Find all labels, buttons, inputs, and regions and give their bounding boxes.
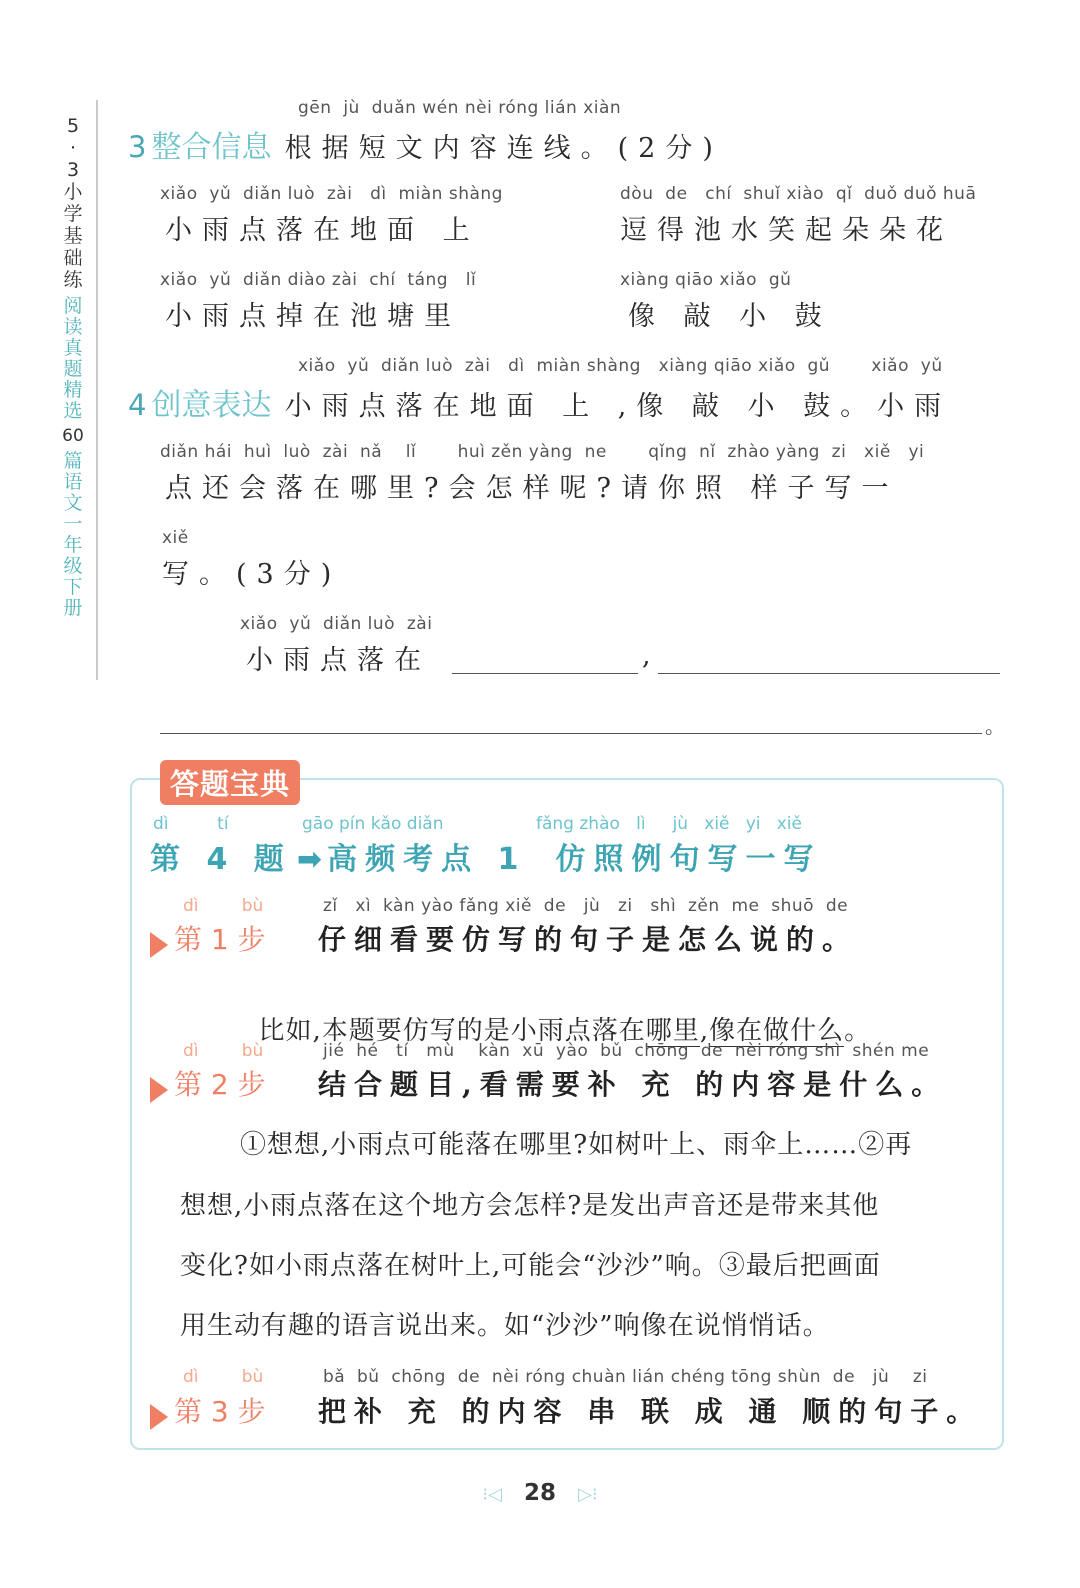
step-1-text: 仔细看要仿写的句子是怎么说的。: [318, 923, 859, 956]
answer-blank-1[interactable]: [452, 673, 638, 674]
q3-title: 整合信息: [151, 130, 272, 165]
q4-line-1: 小雨点落在地面 上 ,像 敲 小 鼓。小雨: [284, 391, 952, 422]
triangle-icon: [150, 1077, 168, 1103]
q3-item-pinyin: xiǎo yǔ diǎn diào zài chí táng lǐ: [160, 270, 477, 290]
q4-line-2: 点还会落在哪里?会怎样呢?请你照 样子写一: [165, 473, 899, 504]
q4-title: 创意表达: [151, 388, 272, 423]
guide-head-pinyin: dì tí: [153, 814, 229, 834]
example-line: 比如,本题要仿写的是小雨点落在哪里,像在做什么。: [258, 1016, 872, 1046]
guide-head-pinyin: gāo pín kǎo diǎn: [302, 814, 444, 834]
key-point: 高频考点 1: [327, 842, 527, 877]
triangle-icon: [150, 932, 168, 958]
q4-pinyin: diǎn hái huì luò zài nǎ lǐ huì zěn yàng ne qǐng nǐ zhào yàng zi xiě yi: [160, 442, 925, 462]
q4-pinyin: xiě: [162, 528, 189, 548]
q3-item-pinyin: dòu de chí shuǐ xiào qǐ duǒ duǒ huā: [620, 184, 977, 204]
answer-blank-3[interactable]: [160, 733, 982, 734]
q3-right-item[interactable]: 逗得池水笑起朵朵花: [620, 215, 953, 246]
step-2: 第 2 步: [150, 1063, 266, 1103]
guide-head-pinyin: fǎng zhào lì jù xiě yi xiě: [536, 814, 802, 834]
q3-header: [128, 122, 723, 166]
step-1: 第 1 步: [150, 918, 266, 958]
answer-guide-box: [130, 778, 1004, 1450]
question-ref: 第 4 题: [150, 842, 292, 877]
q3-pinyin: gēn jù duǎn wén nèi róng lián xiàn: [298, 98, 622, 118]
q4-pinyin: xiǎo yǔ diǎn luò zài dì miàn shàng xiàng qiāo xiǎo gǔ xiǎo yǔ: [298, 356, 943, 376]
step-pinyin: dì bù: [183, 896, 264, 916]
page-number: ⁝◁ 28 ▷⁝: [482, 1480, 598, 1506]
para-line: 用生动有趣的语言说出来。如“沙沙”响像在说悄悄话。: [180, 1311, 830, 1341]
step-pinyin: zǐ xì kàn yào fǎng xiě de jù zi shì zěn me shuō de: [323, 896, 849, 916]
q3-right-item[interactable]: 像 敲 小 鼓: [628, 301, 832, 332]
step-3-text: 把补 充 的内容 串 联 成 通 顺的句子。: [318, 1395, 983, 1428]
step-3: 第 3 步: [150, 1390, 266, 1430]
step-pinyin: jié hé tí mù kàn xū yào bǔ chōng de nèi róng shì shén me: [323, 1041, 930, 1061]
q3-instruction: 根据短文内容连线。(2分): [284, 133, 723, 164]
fill-pinyin: xiǎo yǔ diǎn luò zài: [240, 614, 433, 634]
para-line: 想想,小雨点落在这个地方会怎样?是发出声音还是带来其他: [180, 1191, 880, 1221]
end-period: 。: [985, 714, 1005, 738]
key-point-title: 仿照例句写一写: [555, 842, 822, 877]
triangle-icon: [150, 1404, 168, 1430]
q3-left-item[interactable]: 小雨点掉在池塘里: [165, 301, 461, 332]
right-ornament-icon: ▷⁝: [578, 1484, 598, 1505]
q3-left-item[interactable]: 小雨点落在地面 上: [165, 215, 480, 246]
answer-blank-2[interactable]: [658, 673, 1000, 674]
guide-heading: [150, 834, 822, 878]
step-pinyin: dì bù: [183, 1041, 264, 1061]
q4-header: [128, 380, 951, 424]
fill-prompt: 小雨点落在: [246, 645, 431, 676]
para-line: ①想想,小雨点可能落在哪里?如树叶上、雨伞上……②再: [240, 1130, 913, 1160]
step-pinyin: bǎ bǔ chōng de nèi róng chuàn lián chéng tōng shùn de jù zi: [323, 1367, 928, 1387]
arrow-icon: ➡: [296, 842, 322, 877]
left-ornament-icon: ⁝◁: [482, 1484, 502, 1505]
step-2-text: 结合题目,看需要补 充 的内容是什么。: [318, 1068, 948, 1101]
q3-number: 3: [128, 130, 147, 164]
para-line: 变化?如小雨点落在树叶上,可能会“沙沙”响。③最后把画面: [180, 1251, 881, 1281]
step-pinyin: dì bù: [183, 1367, 264, 1387]
q3-item-pinyin: xiàng qiāo xiǎo gǔ: [620, 270, 792, 290]
q4-number: 4: [128, 388, 147, 422]
q4-line-3: 写。(3分): [162, 559, 342, 590]
q3-item-pinyin: xiǎo yǔ diǎn luò zài dì miàn shàng: [160, 184, 503, 204]
side-divider: [96, 100, 98, 680]
book-label: 阅 读 真 题 精 选 60 篇 语 文 一 年 级 下 册: [62, 295, 84, 619]
series-label: 5 · 3 小 学 基 础 练: [63, 115, 83, 291]
comma: ,: [642, 640, 661, 671]
answer-guide-tag: 答题宝典: [160, 760, 300, 805]
